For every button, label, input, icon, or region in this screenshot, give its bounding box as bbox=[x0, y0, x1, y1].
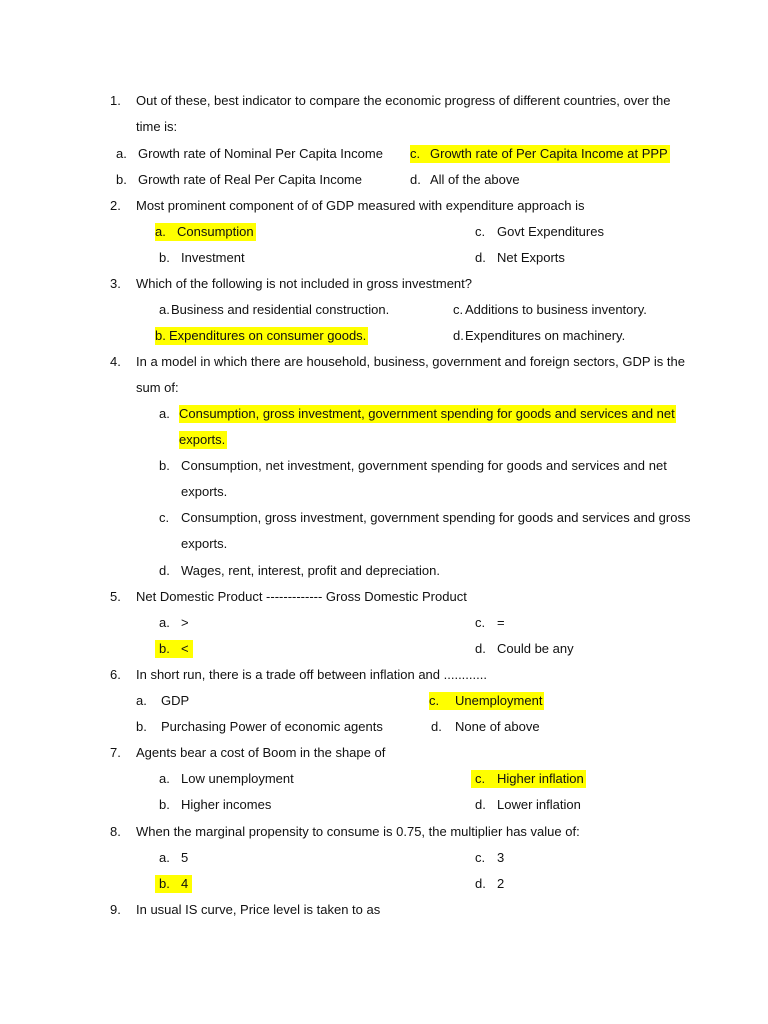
option-mark: c. bbox=[159, 510, 170, 525]
option-text: Expenditures on consumer goods. bbox=[169, 328, 367, 343]
option-mark: b. bbox=[159, 641, 170, 656]
option-d bbox=[410, 171, 520, 189]
option-mark-overlay: a. bbox=[159, 406, 170, 421]
option-c-highlighted bbox=[429, 692, 544, 710]
question-number: 8. bbox=[110, 824, 121, 839]
option-text: Lower inflation bbox=[497, 797, 581, 812]
option-mark: d. bbox=[159, 563, 170, 578]
option-text: Additions to business inventory. bbox=[465, 302, 647, 317]
option-mark: d. bbox=[431, 719, 442, 734]
option-text: Unemployment bbox=[455, 693, 543, 708]
option-mark: a. bbox=[159, 850, 170, 865]
question-number: 1. bbox=[110, 93, 121, 108]
option-text: Growth rate of Nominal Per Capita Income bbox=[138, 146, 383, 161]
option-text: 4 bbox=[181, 876, 189, 891]
option-b bbox=[159, 796, 271, 814]
question-number: 3. bbox=[110, 276, 121, 291]
option-mark: d. bbox=[475, 797, 486, 812]
option-b-highlighted bbox=[155, 327, 368, 345]
question-text: Out of these, best indicator to compare the economic progress of different countries, over the bbox=[136, 93, 671, 108]
option-c bbox=[475, 849, 504, 867]
option-mark: d. bbox=[410, 172, 421, 187]
option-b-highlighted bbox=[155, 875, 192, 893]
option-c bbox=[453, 301, 647, 319]
option-mark: c. bbox=[475, 615, 486, 630]
question-text: When the marginal propensity to consume is 0.75, the multiplier has value of: bbox=[136, 824, 580, 839]
option-d bbox=[475, 875, 504, 893]
option-text: Expenditures on machinery. bbox=[465, 328, 626, 343]
question-text-continued: sum of: bbox=[136, 380, 179, 395]
option-mark: b. bbox=[159, 797, 170, 812]
option-b bbox=[159, 249, 245, 267]
option-text: 2 bbox=[497, 876, 505, 891]
option-b bbox=[116, 171, 362, 189]
option-text: Govt Expenditures bbox=[497, 224, 604, 239]
option-text: Could be any bbox=[497, 641, 574, 656]
question-number: 4. bbox=[110, 354, 121, 369]
option-d bbox=[453, 327, 625, 345]
question-number: 5. bbox=[110, 589, 121, 604]
option-a-line1-highlighted: Consumption, gross investment, government spending for goods and services and net bbox=[179, 406, 675, 421]
question-text-continued: time is: bbox=[136, 119, 178, 134]
option-mark: b. bbox=[136, 719, 147, 734]
question-text: Agents bear a cost of Boom in the shape of bbox=[136, 745, 386, 760]
option-a bbox=[159, 301, 389, 319]
option-d bbox=[431, 718, 540, 736]
option-mark: d. bbox=[475, 250, 486, 265]
option-text: Net Exports bbox=[497, 250, 565, 265]
option-b bbox=[136, 718, 383, 736]
option-mark: b. bbox=[159, 876, 170, 891]
option-text: > bbox=[181, 615, 189, 630]
option-a bbox=[116, 145, 383, 163]
option-a-line2-highlighted: exports. bbox=[179, 432, 226, 447]
option-mark: a. bbox=[136, 693, 147, 708]
option-mark: a. bbox=[159, 302, 170, 317]
question-text: Which of the following is not included in gross investment? bbox=[136, 276, 473, 291]
option-mark: b. bbox=[159, 458, 170, 473]
question-number: 6. bbox=[110, 667, 121, 682]
option-text: Low unemployment bbox=[181, 771, 294, 786]
option-mark: b. bbox=[155, 328, 166, 343]
option-mark: c. bbox=[475, 224, 486, 239]
option-text: Purchasing Power of economic agents bbox=[161, 719, 383, 734]
option-text: = bbox=[497, 615, 505, 630]
question-number: 9. bbox=[110, 902, 121, 917]
question-text: Most prominent component of of GDP measured with expenditure approach is bbox=[136, 198, 585, 213]
option-a bbox=[159, 770, 294, 788]
option-text: Higher inflation bbox=[497, 771, 584, 786]
option-mark: a. bbox=[116, 146, 127, 161]
option-text: Business and residential construction. bbox=[171, 302, 390, 317]
option-d bbox=[475, 640, 574, 658]
option-mark: b. bbox=[159, 250, 170, 265]
question-text: Net Domestic Product ------------- Gross Domestic Product bbox=[136, 589, 467, 604]
option-text: GDP bbox=[161, 693, 190, 708]
option-mark: a. bbox=[159, 615, 170, 630]
option-b-line2: exports. bbox=[181, 484, 228, 499]
question-number: 2. bbox=[110, 198, 121, 213]
option-mark: c. bbox=[429, 693, 440, 708]
option-mark: d. bbox=[475, 641, 486, 656]
option-d bbox=[475, 249, 565, 267]
option-a-highlighted bbox=[155, 223, 256, 241]
option-mark: c. bbox=[453, 302, 464, 317]
option-b-highlighted bbox=[155, 640, 193, 658]
question-number: 7. bbox=[110, 745, 121, 760]
option-mark: b. bbox=[116, 172, 127, 187]
option-mark: c. bbox=[475, 771, 486, 786]
option-a bbox=[159, 614, 189, 632]
option-text: Growth rate of Per Capita Income at PPP bbox=[430, 146, 668, 161]
option-mark: a. bbox=[155, 224, 166, 239]
option-c bbox=[475, 223, 604, 241]
option-a bbox=[159, 849, 188, 867]
option-mark: c. bbox=[410, 146, 421, 161]
option-text: Consumption bbox=[177, 224, 254, 239]
option-a bbox=[136, 692, 189, 710]
option-mark: a. bbox=[159, 771, 170, 786]
question-text: In usual IS curve, Price level is taken to as bbox=[136, 902, 381, 917]
option-text: 5 bbox=[181, 850, 189, 865]
option-text: None of above bbox=[455, 719, 540, 734]
option-b-line1: Consumption, net investment, government spending for goods and services and net bbox=[181, 458, 667, 473]
option-c-highlighted bbox=[471, 770, 586, 788]
option-text: Higher incomes bbox=[181, 797, 272, 812]
option-c-line1: Consumption, gross investment, government spending for goods and services and gross bbox=[181, 510, 691, 525]
option-text: Growth rate of Real Per Capita Income bbox=[138, 172, 362, 187]
option-d-line1: Wages, rent, interest, profit and depreciation. bbox=[181, 563, 440, 578]
option-text: All of the above bbox=[430, 172, 520, 187]
question-text: In short run, there is a trade off between inflation and ............ bbox=[136, 667, 487, 682]
option-c-line2: exports. bbox=[181, 536, 228, 551]
option-text: < bbox=[181, 641, 189, 656]
option-c bbox=[475, 614, 505, 632]
option-mark: c. bbox=[475, 850, 486, 865]
option-c-highlighted bbox=[410, 145, 670, 163]
option-text: Investment bbox=[181, 250, 245, 265]
option-text: 3 bbox=[497, 850, 505, 865]
option-d bbox=[475, 796, 581, 814]
option-mark: d. bbox=[475, 876, 486, 891]
question-text: In a model in which there are household, business, government and foreign sectors, GDP is the bbox=[136, 354, 685, 369]
option-mark: d. bbox=[453, 328, 464, 343]
